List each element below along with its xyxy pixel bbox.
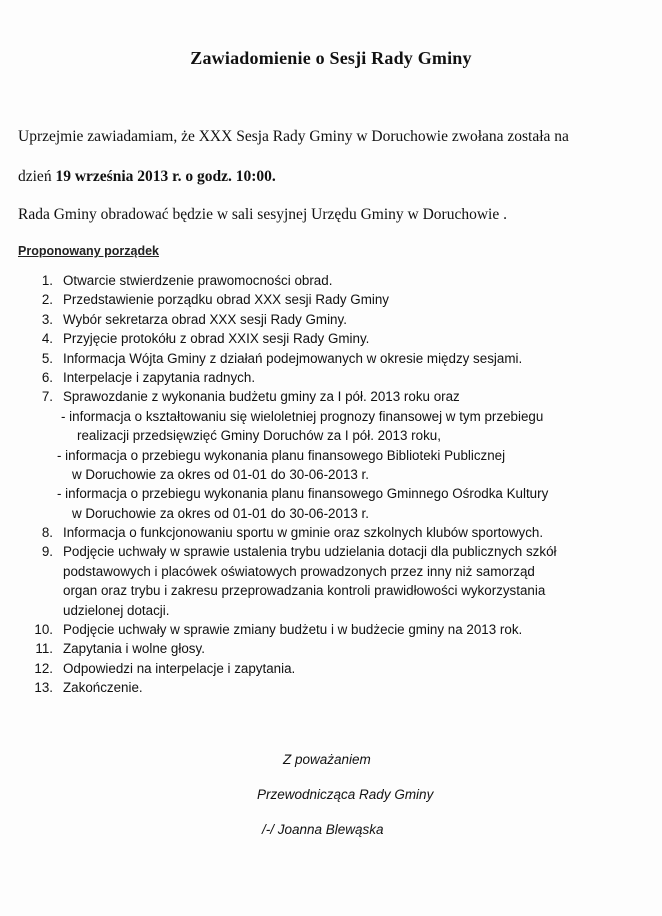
closing-greeting: Z poważaniem [283, 752, 371, 767]
signatory-title: Przewodnicząca Rady Gminy [257, 787, 434, 802]
agenda-item-number: 8. [41, 525, 53, 541]
agenda-subitem [20, 465, 650, 484]
agenda-item [20, 678, 650, 697]
agenda-item [20, 387, 650, 406]
agenda-item [20, 639, 650, 658]
agenda-item-number: 2. [41, 292, 53, 308]
agenda-item [20, 620, 650, 639]
agenda-item [20, 523, 650, 542]
agenda-subitem-text: - informacja o przebiegu wykonania planu finansowego Biblioteki Publicznej [57, 447, 506, 463]
agenda-item-text: Sprawozdanie z wykonania budżetu gminy za I pół. 2013 roku oraz [63, 389, 460, 405]
agenda-subitem [20, 446, 650, 465]
agenda-list [20, 271, 650, 698]
agenda-item-number: 6. [41, 369, 53, 385]
agenda-item [20, 368, 650, 387]
agenda-item-text: Interpelacje i zapytania radnych. [63, 369, 256, 385]
agenda-item-text: Informacja o funkcjonowaniu sportu w gminie oraz szkolnych klubów sportowych. [63, 525, 544, 541]
agenda-item [20, 329, 650, 348]
agenda-item-text: Przyjęcie protokółu z obrad XXIX sesji Rady Gminy. [63, 331, 370, 347]
agenda-subitem-text: w Doruchowie za okres od 01-01 do 30-06-2013 r. [72, 505, 369, 521]
agenda-item-number: 10. [34, 622, 53, 638]
agenda-item-number: 3. [41, 311, 53, 327]
agenda-subitem-text: w Doruchowie za okres od 01-01 do 30-06-2013 r. [72, 466, 369, 482]
agenda-item-text: Informacja Wójta Gminy z działań podejmowanych w okresie między sesjami. [63, 350, 523, 366]
agenda-item-number: 13. [34, 680, 53, 696]
venue-line: Rada Gminy obradować będzie w sali sesyjnej Urzędu Gminy w Doruchowie . [18, 206, 507, 223]
agenda-item-text: Wybór sekretarza obrad XXX sesji Rady Gminy. [63, 311, 347, 327]
agenda-item-number: 9. [41, 544, 53, 560]
document-title: Zawiadomienie o Sesji Rady Gminy [190, 48, 472, 68]
agenda-item-text: Przedstawienie porządku obrad XXX sesji Rady Gminy [63, 292, 389, 308]
agenda-item-number: 4. [41, 331, 53, 347]
date-prefix: dzień [18, 168, 56, 185]
agenda-item [20, 542, 650, 561]
agenda-item [20, 290, 650, 309]
agenda-subitem-text: - informacja o przebiegu wykonania planu finansowego Gminnego Ośrodka Kultury [57, 486, 549, 502]
agenda-item-text: udzielonej dotacji. [63, 602, 170, 618]
agenda-item [20, 659, 650, 678]
agenda-subitem [20, 504, 650, 523]
agenda-item-text: podstawowych i placówek oświatowych prowadzonych przez inny niż samorząd [63, 563, 535, 579]
signatory-name: /-/ Joanna Blewąska [262, 822, 384, 837]
agenda-item-number: 7. [41, 389, 53, 405]
agenda-subitem [20, 407, 650, 426]
agenda-item-text: Podjęcie uchwały w sprawie ustalenia trybu udzielania dotacji dla publicznych szkół [63, 544, 557, 560]
agenda-item [20, 310, 650, 329]
session-date: 19 września 2013 r. o godz. 10:00. [55, 168, 276, 185]
agenda-item-continuation [20, 581, 650, 600]
agenda-item-text: Zapytania i wolne głosy. [63, 641, 205, 657]
agenda-subitem-text: - informacja o kształtowaniu się wieloletniej prognozy finansowej w tym przebiegu [61, 408, 544, 424]
agenda-item [20, 349, 650, 368]
agenda-item-text: organ oraz trybu i zakresu przeprowadzania kontroli prawidłowości wykorzystania [63, 583, 546, 599]
agenda-item-text: Podjęcie uchwały w sprawie zmiany budżetu i w budżecie gminy na 2013 rok. [63, 622, 523, 638]
agenda-item-text: Odpowiedzi na interpelacje i zapytania. [63, 660, 296, 676]
agenda-item-text: Otwarcie stwierdzenie prawomocności obrad. [63, 273, 333, 288]
agenda-subitem [20, 484, 650, 503]
agenda-subitem-text: realizacji przedsięwzięć Gminy Doruchów za I pół. 2013 roku, [77, 428, 441, 444]
agenda-item-number: 5. [41, 350, 53, 366]
agenda-item-number: 11. [35, 641, 53, 657]
agenda-item-continuation [20, 601, 650, 620]
session-date-line [18, 168, 276, 186]
intro-line: Uprzejmie zawiadamiam, że XXX Sesja Rady Gminy w Doruchowie zwołana została na [18, 128, 569, 145]
agenda-item-continuation [20, 562, 650, 581]
agenda-item-text: Zakończenie. [63, 680, 143, 696]
agenda-item-number: 12. [34, 660, 53, 676]
agenda-heading: Proponowany porządek [18, 244, 159, 258]
agenda-item [20, 271, 650, 290]
agenda-item-number: 1. [41, 273, 53, 288]
agenda-subitem [20, 426, 650, 445]
